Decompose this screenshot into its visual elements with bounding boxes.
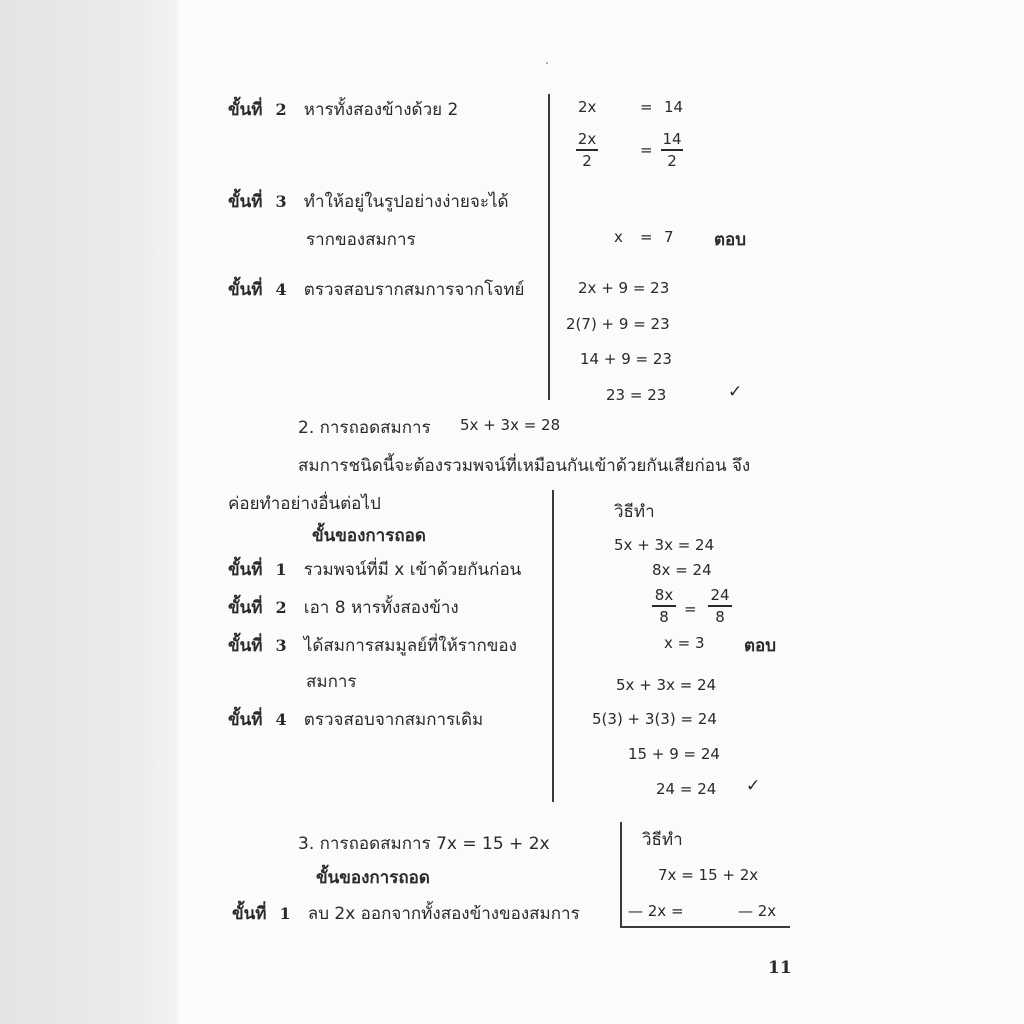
equals-sign: = xyxy=(640,228,653,246)
work-line: — 2x xyxy=(738,902,777,920)
math-term: 7 xyxy=(664,228,674,246)
sec2-step1 xyxy=(228,556,521,583)
step-text: ทำให้อยู่ในรูปอย่างง่ายจะได้ xyxy=(303,192,509,212)
step-number: 3 xyxy=(275,636,287,655)
step-text: ลบ 2x ออกจากทั้งสองข้างของสมการ xyxy=(307,904,580,924)
work-line: 7x = 15 + 2x xyxy=(658,866,759,884)
step-number: 3 xyxy=(275,192,287,211)
step-label: ขั้นที่ xyxy=(228,636,263,656)
fraction-bar xyxy=(661,149,683,151)
equals-sign: = xyxy=(684,600,697,618)
step-text-continued: รากของสมการ xyxy=(306,230,416,250)
equals-sign: = xyxy=(640,141,653,159)
answer-label: ตอบ xyxy=(714,230,747,250)
check-mark-icon: ✓ xyxy=(746,776,761,796)
paragraph-line: ค่อยทำอย่างอื่นต่อไป xyxy=(228,494,381,514)
answer-line: x = 3 xyxy=(664,634,705,652)
step-label: ขั้นที่ xyxy=(228,100,263,120)
numerator: 14 xyxy=(662,130,682,148)
subheading: ขั้นของการถอด xyxy=(316,868,430,888)
step-number: 4 xyxy=(275,280,287,299)
check-line: 14 + 9 = 23 xyxy=(580,350,672,368)
step-number: 1 xyxy=(275,560,287,579)
denominator: 2 xyxy=(582,151,592,170)
work-line: 8x = 24 xyxy=(652,561,712,579)
denominator: 2 xyxy=(667,151,677,170)
step-text: ได้สมการสมมูลย์ที่ให้รากของ xyxy=(303,636,517,656)
step-text-continued: สมการ xyxy=(306,672,357,692)
step-label: ขั้นที่ xyxy=(228,710,263,730)
step-number: 4 xyxy=(275,710,287,729)
step-text: ตรวจสอบจากสมการเดิม xyxy=(303,710,484,730)
denominator: 8 xyxy=(715,607,725,626)
step-text: ตรวจสอบรากสมการจากโจทย์ xyxy=(303,280,525,300)
work-line: 5x + 3x = 24 xyxy=(614,536,715,554)
step-label: ขั้นที่ xyxy=(228,598,263,618)
solution-title: วิธีทำ xyxy=(614,502,655,522)
sec2-step2 xyxy=(228,594,459,621)
step-text: หารทั้งสองข้างด้วย 2 xyxy=(303,100,459,120)
check-line: 2(7) + 9 = 23 xyxy=(566,315,670,333)
step-label: ขั้นที่ xyxy=(232,904,267,924)
solution-title: วิธีทำ xyxy=(642,830,683,850)
math-term: x xyxy=(614,228,623,246)
math-term: 14 xyxy=(664,98,684,116)
sec2-step3 xyxy=(228,632,517,659)
step-text: รวมพจน์ที่มี x เข้าด้วยกันก่อน xyxy=(303,560,522,580)
numerator: 8x xyxy=(654,586,674,604)
check-line: 15 + 9 = 24 xyxy=(628,745,720,763)
underline xyxy=(620,926,790,928)
fraction-bar xyxy=(576,149,598,151)
speck xyxy=(546,62,548,64)
step-label: ขั้นที่ xyxy=(228,560,263,580)
check-line: 5x + 3x = 24 xyxy=(616,676,717,694)
step-number: 2 xyxy=(275,598,287,617)
sec2-step4 xyxy=(228,706,483,733)
step-label: ขั้นที่ xyxy=(228,192,263,212)
sec3-step1 xyxy=(232,900,580,927)
fraction-bar xyxy=(708,605,732,607)
step-number: 1 xyxy=(279,904,291,923)
divider-line xyxy=(552,490,554,802)
step-number: 2 xyxy=(275,100,287,119)
fraction xyxy=(708,586,732,626)
fraction xyxy=(661,130,683,170)
sec1-step4 xyxy=(228,276,524,303)
sec1-step2 xyxy=(228,96,458,123)
check-line: 2x + 9 = 23 xyxy=(578,279,670,297)
denominator: 8 xyxy=(659,607,669,626)
answer-label: ตอบ xyxy=(744,636,777,656)
numerator: 2x xyxy=(577,130,597,148)
check-line: 23 = 23 xyxy=(606,386,667,404)
divider-line xyxy=(620,822,622,928)
divider-line xyxy=(548,94,550,400)
page-number: 11 xyxy=(768,958,792,978)
work-line: — 2x = xyxy=(628,902,684,920)
check-line: 24 = 24 xyxy=(656,780,717,798)
fraction xyxy=(576,130,598,170)
check-mark-icon: ✓ xyxy=(728,382,743,402)
fraction xyxy=(652,586,676,626)
section-heading: 3. การถอดสมการ 7x = 15 + 2x xyxy=(298,834,550,854)
equals-sign: = xyxy=(640,98,653,116)
numerator: 24 xyxy=(710,586,730,604)
step-label: ขั้นที่ xyxy=(228,280,263,300)
sec1-step3 xyxy=(228,188,509,215)
page-shadow xyxy=(0,0,178,1024)
check-line: 5(3) + 3(3) = 24 xyxy=(592,710,717,728)
subheading: ขั้นของการถอด xyxy=(312,526,426,546)
fraction-bar xyxy=(652,605,676,607)
paragraph-line: สมการชนิดนี้จะต้องรวมพจน์ที่เหมือนกันเข้าด้วยกันเสียก่อน จึง xyxy=(298,456,751,476)
math-term: 2x xyxy=(578,98,597,116)
section-heading: 2. การถอดสมการ xyxy=(298,418,431,438)
step-text: เอา 8 หารทั้งสองข้าง xyxy=(303,598,459,618)
section-equation: 5x + 3x = 28 xyxy=(460,416,561,434)
